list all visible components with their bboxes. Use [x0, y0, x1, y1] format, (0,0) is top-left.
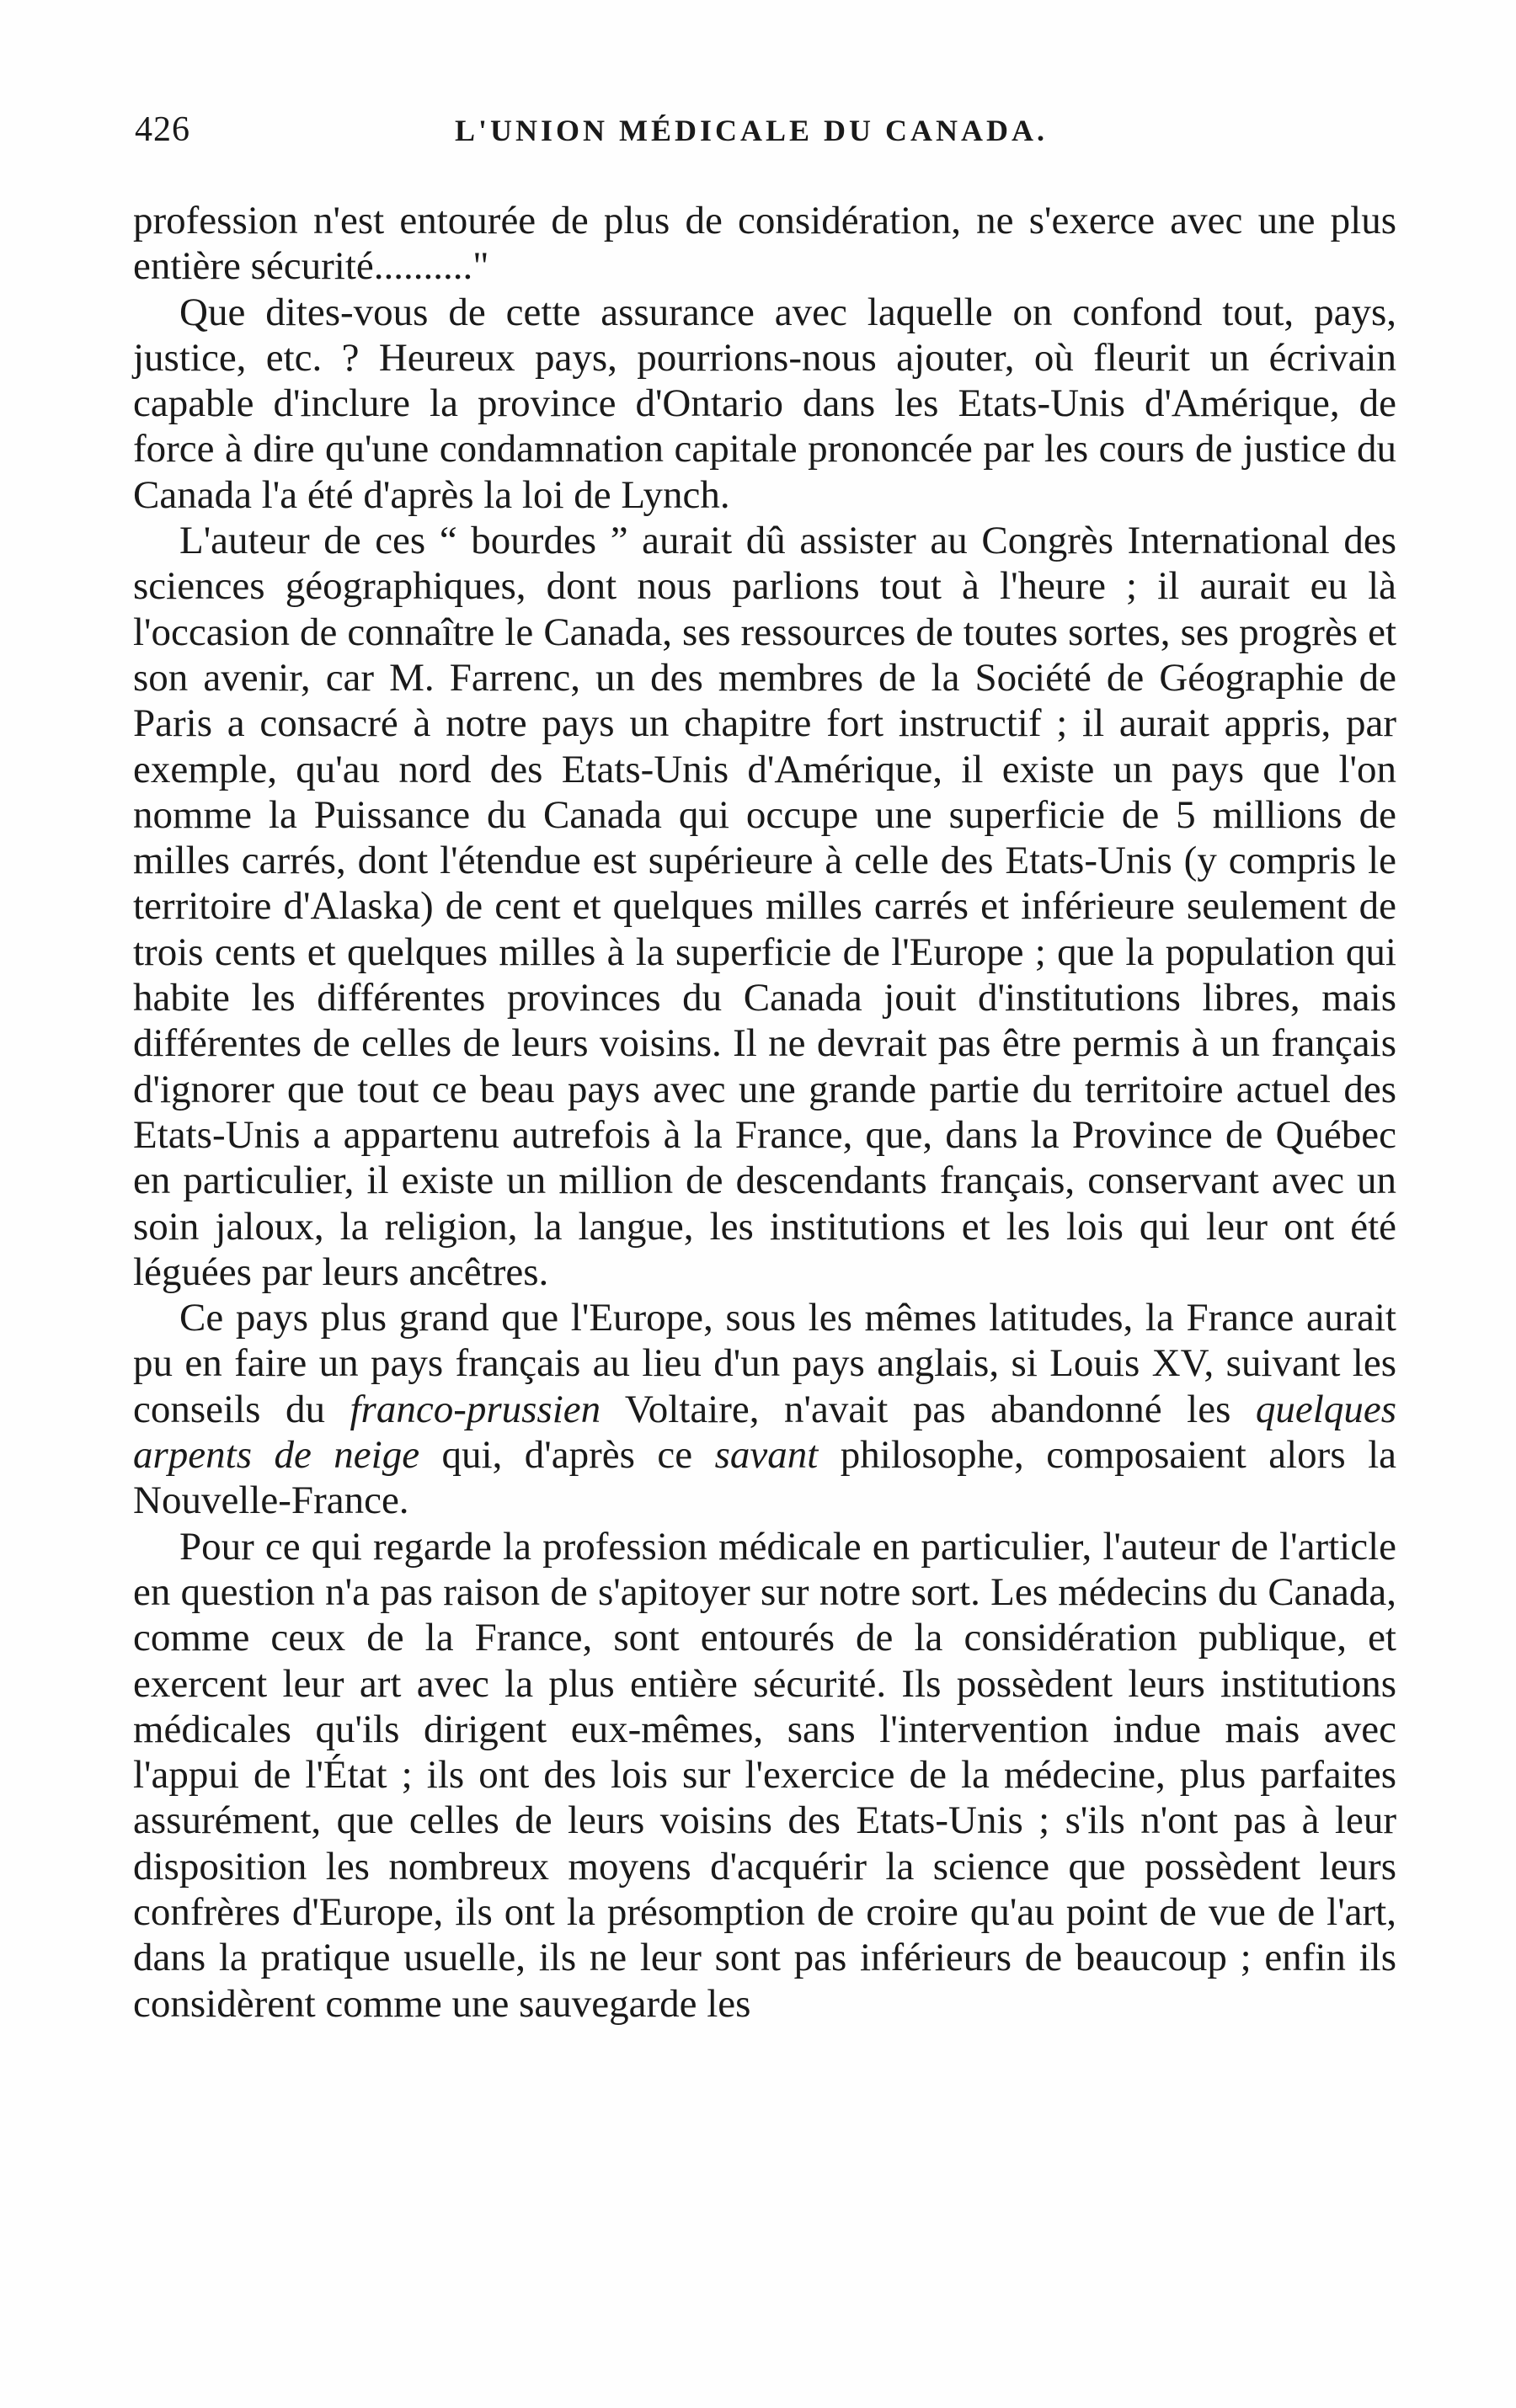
text-run: Pour ce qui regarde la profession médicale en particulier, l'auteur de l'article en question n'a pas raison de s'apitoyer sur notre sort. Les médecins du Canada, comme ceux de la France, sont entourés de la considération publique, et exercent leur art avec la plus entière sécurité. Ils possèdent leurs institutions médicales qu'ils dirigent eux-mêmes, sans l'intervention indue mais avec l'appui de l'État ; ils ont des lois sur l'exercice de la médecine, plus parfaites assurément, que celles de leurs voisins des Etats-Unis ; s'ils n'ont pas à leur disposition les nombreux moyens d'acquérir la science que possèdent leurs confrères d'Europe, ils ont la présomption de croire qu'au point de vue de l'art, dans la pratique usuelle, ils ne leur sont pas inférieurs de beaucoup ; enfin ils considèrent comme une sauvegarde les	[133, 1524, 1396, 2026]
text-run: philosophe, composaient alors la Nouvelle-France.	[133, 1433, 1396, 1523]
text-run: profession n'est entourée de plus de considération, ne s'exerce avec une plus entière sécurité.........."	[133, 199, 1396, 289]
paragraph-3	[133, 518, 1396, 1295]
paragraph-4	[133, 1295, 1396, 1523]
italic-text-run: franco-prussien	[350, 1387, 601, 1431]
page-number: 426	[135, 110, 190, 149]
paragraph-2	[133, 290, 1396, 518]
paragraph-1	[133, 198, 1396, 290]
italic-text-run: quelques arpents de neige	[133, 1387, 1396, 1478]
text-run: Ce pays plus grand que l'Europe, sous les mêmes latitudes, la France aurait pu en faire un pays français au lieu d'un pays anglais, si Louis XV, suivant les conseils du	[133, 1296, 1396, 1431]
journal-title: L'UNION MÉDICALE DU CANADA.	[455, 114, 1049, 147]
running-head	[135, 109, 1398, 160]
paragraph-5	[133, 1524, 1396, 2027]
text-run: Que dites-vous de cette assurance avec laquelle on confond tout, pays, justice, etc. ? Heureux pays, pourrions-nous ajouter, où fleurit un écrivain capable d'inclure la province d'Ontario dans les Etats-Unis d'Amérique, de force à dire qu'une condamnation capitale prononcée par les cours de justice du Canada l'a été d'après la loi de Lynch.	[133, 290, 1396, 517]
text-run: qui, d'après ce	[419, 1433, 715, 1478]
body-text	[133, 198, 1396, 2027]
text-run: L'auteur de ces “ bourdes ” aurait dû assister au Congrès International des sciences géographiques, dont nous parlions tout à l'heure ; il aurait eu là l'occasion de connaître le Canada, ses ressources de toutes sortes, ses progrès et son avenir, car M. Farrenc, un des membres de la Société de Géographie de Paris a consacré à notre pays un chapitre fort instructif ; il aurait appris, par exemple, qu'au nord des Etats-Unis d'Amérique, il existe un pays que l'on nomme la Puissance du Canada qui occupe une superficie de 5 millions de milles carrés, dont l'étendue est supérieure à celle des Etats-Unis (y compris le territoire d'Alaska) de cent et quelques milles carrés et inférieure seulement de trois cents et quelques milles à la superficie de l'Europe ; que la population qui habite les différentes provinces du Canada jouit d'institutions libres, mais différentes de celles de leurs voisins. Il ne devrait pas être permis à un français d'ignorer que tout ce beau pays avec une grande partie du territoire actuel des Etats-Unis a appartenu autrefois à la France, que, dans la Province de Québec en particulier, il existe un million de descendants français, conservant avec un soin jaloux, la religion, la langue, les institutions et les lois qui leur ont été léguées par leurs ancêtres.	[133, 519, 1396, 1294]
italic-text-run: savant	[714, 1433, 819, 1478]
text-run: Voltaire, n'avait pas abandonné les	[601, 1387, 1256, 1431]
